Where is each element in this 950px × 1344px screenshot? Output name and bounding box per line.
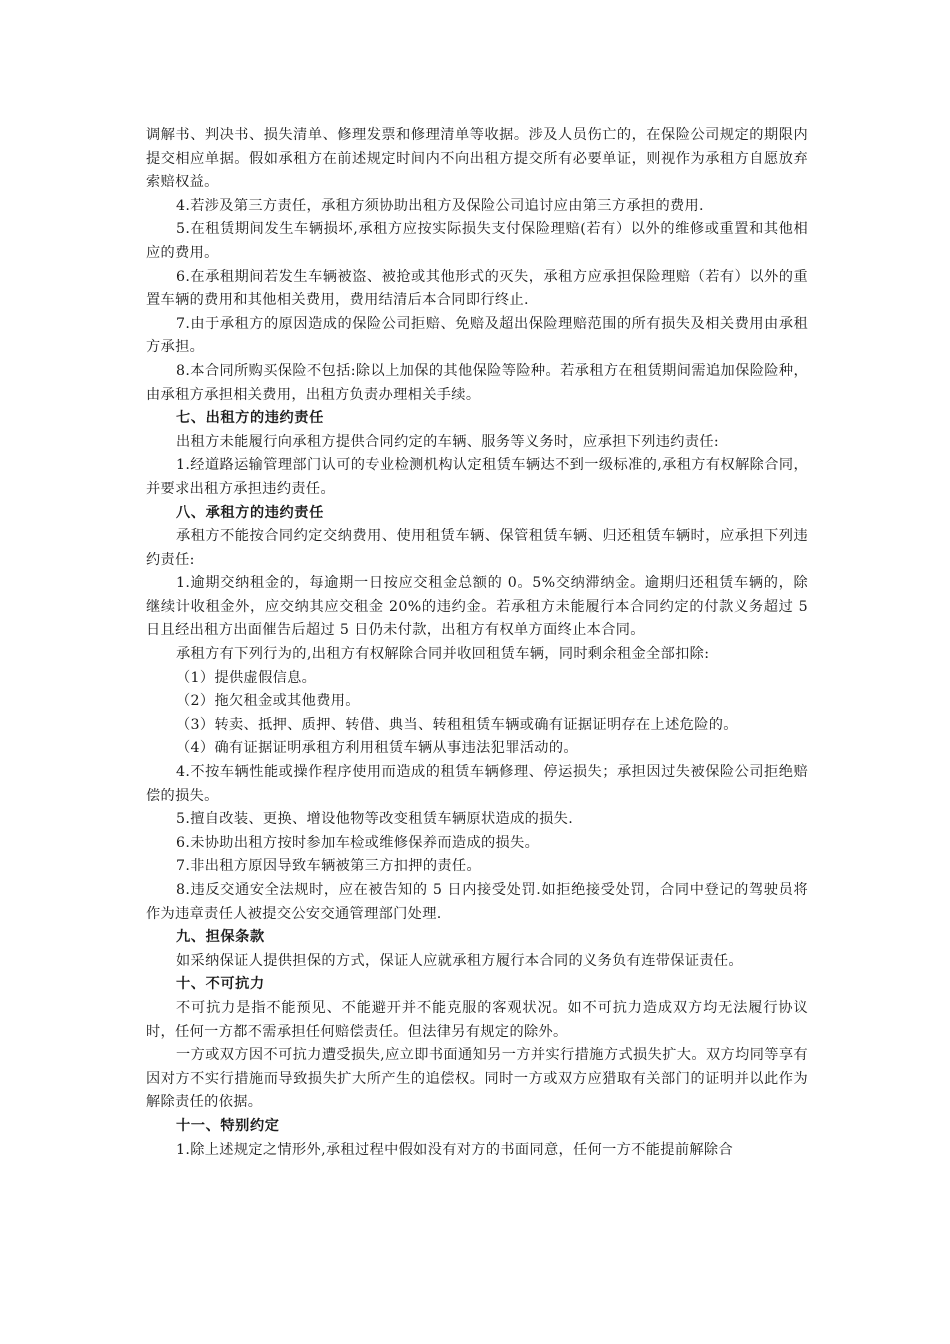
body-paragraph: （4）确有证据证明承租方利用租赁车辆从事违法犯罪活动的。 (176, 740, 578, 757)
body-paragraph: 5.在租赁期间发生车辆损坏,承租方应按实际损失支付保险理赔(若有）以外的维修或重置和其他相应的费用。 (146, 221, 808, 261)
body-paragraph: （3）转卖、抵押、质押、转借、典当、转租租赁车辆或确有证据证明存在上述危险的。 (176, 716, 738, 733)
body-paragraph: 承租方不能按合同约定交纳费用、使用租赁车辆、保管租赁车辆、归还租赁车辆时，应承担下列违约责任: (146, 528, 808, 568)
body-paragraph: 5.擅自改装、更换、增设他物等改变租赁车辆原状造成的损失. (176, 811, 574, 828)
body-paragraph: 1.经道路运输管理部门认可的专业检测机构认定租赁车辆达不到一级标准的,承租方有权解除合同，并要求出租方承担违约责任。 (146, 457, 808, 497)
section-heading: 九、担保条款 (176, 929, 265, 946)
body-paragraph: 不可抗力是指不能预见、不能避开并不能克服的客观状况。如不可抗力造成双方均无法履行协议时，任何一方都不需承担任何赔偿责任。但法律另有规定的除外。 (146, 999, 808, 1040)
section-heading: 七、出租方的违约责任 (176, 410, 324, 427)
body-paragraph: 1.逾期交纳租金的，每逾期一日按应交租金总额的 0。5%交纳滞纳金。逾期归还租赁车辆的，除继续计收租金外，应交纳其应交租金 20%的违约金。若承租方未能履行本合同约定的付款义务超过 5 日且经出租方出面催告后超过 5 日仍未付款，出租方有权单方面终止本合同。 (146, 575, 808, 639)
body-paragraph: 1.除上述规定之情形外,承租过程中假如没有对方的书面同意，任何一方不能提前解除合 (176, 1141, 733, 1158)
body-paragraph: （1）提供虚假信息。 (176, 669, 317, 686)
body-paragraph: （2）拖欠租金或其他费用。 (176, 693, 360, 710)
body-paragraph: 出租方未能履行向承租方提供合同约定的车辆、服务等义务时，应承担下列违约责任: (176, 433, 720, 450)
body-paragraph: 6.在承租期间若发生车辆被盗、被抢或其他形式的灭失，承租方应承担保险理赔（若有）以外的重置车辆的费用和其他相关费用，费用结清后本合同即行终止. (146, 268, 808, 309)
section-heading: 十、不可抗力 (176, 976, 265, 993)
document-body (146, 124, 808, 1162)
body-paragraph: 一方或双方因不可抗力遭受损失,应立即书面通知另一方并实行措施方式损失扩大。双方均同等享有因对方不实行措施而导致损失扩大所产生的追偿权。同时一方或双方应猎取有关部门的证明并以此作为解除责任的依据。 (146, 1047, 808, 1111)
body-paragraph: 7.非出租方原因导致车辆被第三方扣押的责任。 (176, 858, 481, 875)
body-paragraph: 承租方有下列行为的,出租方有权解除合同并收回租赁车辆，同时剩余租金全部扣除: (176, 646, 710, 663)
body-paragraph: 4.不按车辆性能或操作程序使用而造成的租赁车辆修理、停运损失；承担因过失被保险公司拒绝赔偿的损失。 (146, 764, 808, 804)
section-heading: 八、承租方的违约责任 (176, 504, 324, 521)
body-paragraph: 8.违反交通安全法规时，应在被告知的 5 日内接受处罚.如拒绝接受处罚，合同中登记的驾驶员将作为违章责任人被提交公安交通管理部门处理. (146, 882, 808, 922)
section-heading: 十一、特别约定 (176, 1117, 280, 1134)
body-paragraph: 6.未协助出租方按时参加车检或维修保养而造成的损失。 (176, 834, 540, 851)
body-paragraph: 如采纳保证人提供担保的方式，保证人应就承租方履行本合同的义务负有连带保证责任。 (176, 952, 743, 969)
body-paragraph: 8.本合同所购买保险不包括:除以上加保的其他保险等险种。若承租方在租赁期间需追加保险险种，由承租方承担相关费用，出租方负责办理相关手续。 (146, 362, 808, 403)
body-paragraph: 4.若涉及第三方责任，承租方须协助出租方及保险公司追讨应由第三方承担的费用. (176, 197, 704, 214)
body-paragraph: 7.由于承租方的原因造成的保险公司拒赔、免赔及超出保险理赔范围的所有损失及相关费用由承租方承担。 (146, 315, 808, 356)
body-paragraph: 调解书、判决书、损失清单、修理发票和修理清单等收据。涉及人员伤亡的，在保险公司规定的期限内提交相应单据。假如承租方在前述规定时间内不向出租方提交所有必要单证，则视作为承租方自愿放弃索赔权益。 (146, 127, 808, 191)
